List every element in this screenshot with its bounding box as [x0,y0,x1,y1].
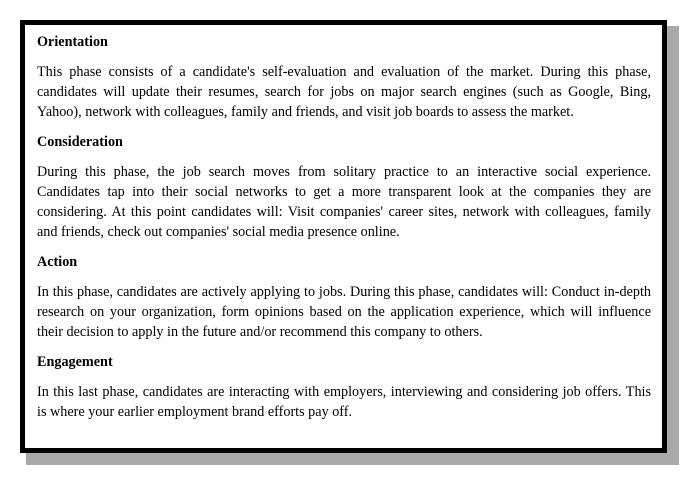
section-orientation [37,32,651,122]
section-title: Consideration [37,134,123,150]
section-body: During this phase, the job search moves from solitary practice to an interactive social experience. Candidates tap into their social networks to get a more transparent look at the companies they are considering. At this point candidates will: Visit companies' career sites, network with colleagues, family and friends, check out companies' social media presence online. [37,164,651,240]
section-engagement [37,352,651,422]
section-body: This phase consists of a candidate's self-evaluation and evaluation of the market. During this phase, candidates will update their resumes, search for jobs on major search engines (such as Google, Bing, Yahoo), network with colleagues, family and friends, and visit job boards to assess the market. [37,64,651,120]
section-body: In this last phase, candidates are interacting with employers, interviewing and considering job offers. This is where your earlier employment brand efforts pay off. [37,384,651,420]
section-consideration [37,132,651,242]
section-body: In this phase, candidates are actively applying to jobs. During this phase, candidates will: Conduct in-depth research on your organization, form opinions based on the application experience, which will influence their decision to apply in the future and/or recommend this company to others. [37,284,651,340]
section-title: Action [37,254,78,270]
document-box [20,20,667,453]
section-title: Engagement [37,354,113,370]
section-title: Orientation [37,34,108,50]
section-action [37,252,651,342]
